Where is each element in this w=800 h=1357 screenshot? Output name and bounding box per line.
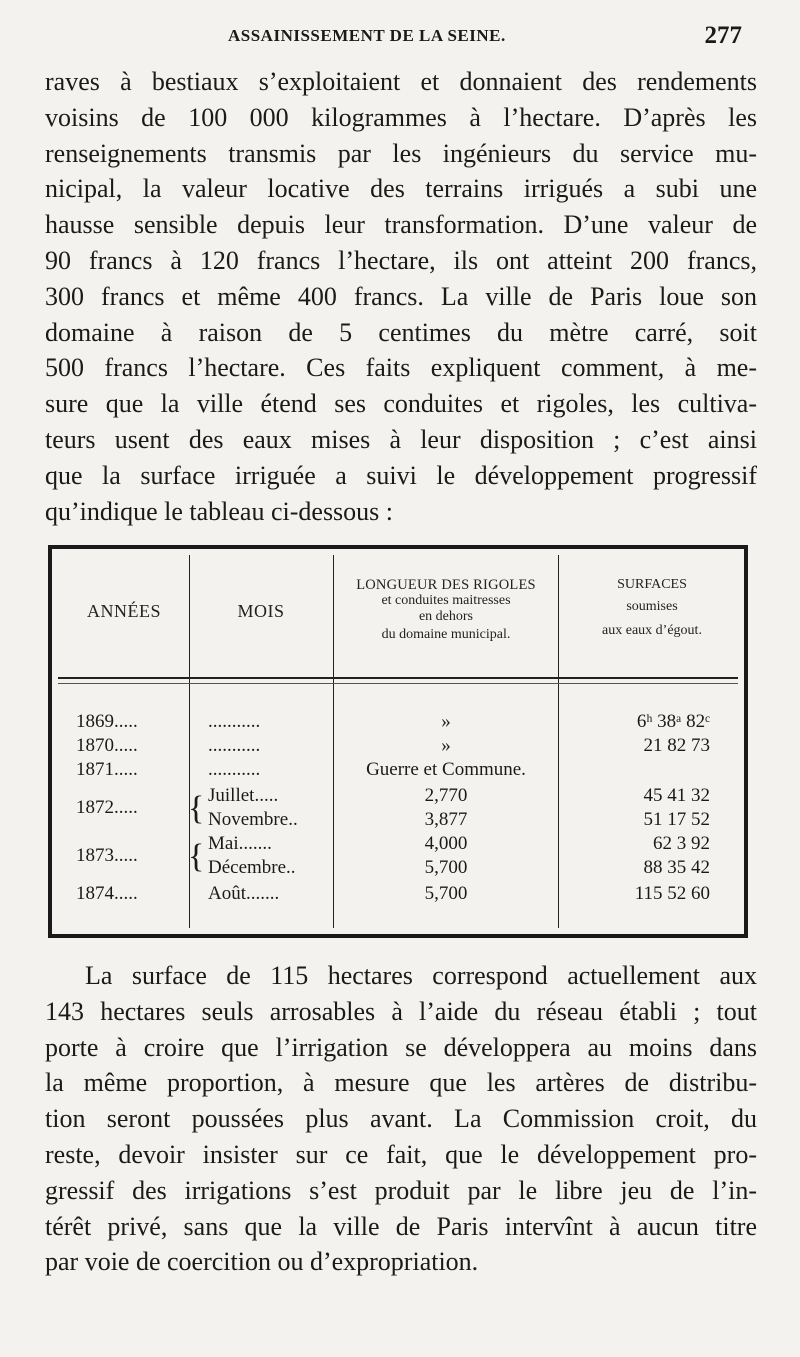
cell-length: 5,700: [424, 883, 468, 904]
header-years: ANNÉES: [87, 601, 161, 621]
cell-month: ...........: [208, 735, 261, 756]
cell-month: Mai.......: [208, 833, 272, 854]
text-line: La surface de 115 hectares correspond actuellement aux: [85, 961, 757, 990]
cell-length: 2,770: [424, 785, 468, 806]
header-surface-line: soumises: [626, 599, 678, 614]
header-surface-line: aux eaux d’égout.: [602, 623, 702, 638]
header-length-line: et conduites maitresses: [381, 593, 511, 608]
header-length-line: en dehors: [418, 609, 474, 624]
cell-length: 5,700: [424, 857, 468, 878]
table-row: [52, 711, 744, 735]
text-line: qu’indique le tableau ci-dessous :: [45, 496, 394, 526]
header-rule: [58, 683, 738, 684]
cell-month: ...........: [208, 759, 261, 780]
cell-year: 1872.....: [76, 797, 138, 818]
header-length-line: du domaine municipal.: [381, 627, 511, 642]
text-line: la même proportion, à mesure que les artères de distribu-: [45, 1068, 757, 1098]
table-row: [52, 759, 744, 783]
text-line: nicipal, la valeur locative des terrains irrigués a subi une: [45, 174, 757, 204]
text-line: térêt privé, sans que la ville de Paris intervînt à aucun titre: [45, 1211, 757, 1241]
cell-year: 1869.....: [76, 711, 138, 732]
text-line: domaine à raison de 5 centimes du mètre carré, soit: [45, 317, 757, 347]
header-length-line: LONGUEUR DES RIGOLES: [356, 577, 536, 593]
text-line: 500 francs l’hectare. Ces faits expliquent comment, à me-: [45, 353, 757, 383]
text-line: porte à croire que l’irrigation se développera au moins dans: [45, 1032, 757, 1062]
cell-length: 4,000: [424, 833, 468, 854]
brace-glyph: {: [188, 838, 205, 875]
table-row: [52, 857, 744, 881]
header-months: MOIS: [237, 601, 285, 621]
text-line: que la surface irriguée a suivi le développement progressif: [45, 460, 757, 490]
text-line: sure que la ville étend ses conduites et rigoles, les cultiva-: [45, 389, 757, 419]
text-line: renseignements transmis par les ingénieurs du service mu-: [45, 138, 757, 168]
cell-length: 3,877: [424, 809, 468, 830]
paragraph-2: [45, 958, 757, 1280]
cell-month: Juillet.....: [208, 785, 279, 806]
table-row: [52, 809, 744, 833]
text-line: teurs usent des eaux mises à leur disposition ; c’est ainsi: [45, 424, 757, 454]
text-line: 300 francs et même 400 francs. La ville de Paris loue son: [45, 281, 757, 311]
cell-month: Août.......: [208, 883, 280, 904]
cell-month: Décembre..: [208, 857, 296, 878]
header-length: [334, 577, 558, 643]
text-line: raves à bestiaux s’exploitaient et donnaient des rendements: [45, 67, 757, 96]
header-surface: [559, 577, 745, 639]
cell-year: 1874.....: [76, 883, 138, 904]
cell-surface: 51 17 52: [643, 809, 710, 830]
text-line: voisins de 100 000 kilogrammes à l’hectare. D’après les: [45, 102, 757, 132]
cell-surface: 45 41 32: [643, 785, 710, 806]
text-line: reste, devoir insister sur ce fait, que le développement pro-: [45, 1139, 757, 1169]
page-number: 277: [704, 22, 742, 49]
header-surface-line: SURFACES: [617, 577, 687, 592]
text-line: 143 hectares seuls arrosables à l’aide du réseau établi ; tout: [45, 996, 757, 1026]
cell-length: Guerre et Commune.: [366, 759, 526, 780]
cell-surface: 88 35 42: [643, 857, 710, 878]
cell-year: 1873.....: [76, 845, 138, 866]
cell-length: »: [441, 735, 451, 756]
cell-year: 1870.....: [76, 735, 138, 756]
running-head: [46, 22, 742, 54]
text-line: 90 francs à 120 francs l’hectare, ils ont atteint 200 francs,: [45, 245, 757, 275]
irrigation-table: [48, 545, 748, 938]
text-line: par voie de coercition ou d’expropriation.: [45, 1247, 479, 1277]
text-line: tion seront poussées plus avant. La Commission croit, du: [45, 1104, 757, 1134]
cell-year: 1871.....: [76, 759, 138, 780]
text-line: gressif des irrigations s’est produit par le libre jeu de l’in-: [45, 1175, 757, 1205]
cell-month: Novembre..: [208, 809, 298, 830]
text-line: hausse sensible depuis leur transformation. D’une valeur de: [45, 210, 757, 240]
brace-glyph: {: [188, 790, 205, 827]
table-row: [52, 883, 744, 907]
cell-month: ...........: [208, 711, 261, 732]
paragraph-1: [45, 64, 757, 529]
cell-length: »: [441, 711, 451, 732]
cell-surface: 6ʰ 38ᵃ 82ᶜ: [636, 711, 710, 732]
cell-surface: 62 3 92: [653, 833, 710, 854]
header-rule: [58, 677, 738, 679]
table-row: [52, 735, 744, 759]
cell-surface: 21 82 73: [643, 735, 710, 756]
cell-surface: 115 52 60: [634, 883, 710, 904]
running-title: ASSAINISSEMENT DE LA SEINE.: [228, 26, 506, 45]
